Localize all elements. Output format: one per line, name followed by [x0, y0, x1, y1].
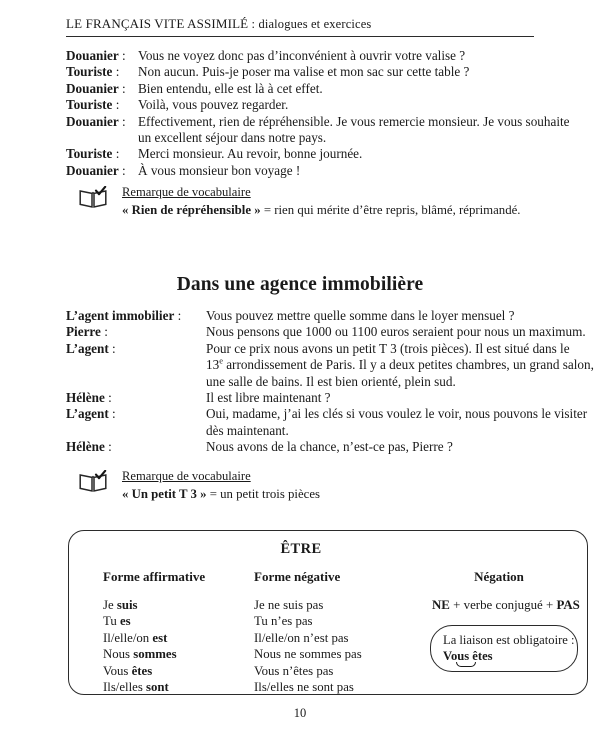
liaison-note-text: La liaison est obligatoire :: [443, 633, 575, 647]
vocabulary-remark-1: [78, 184, 520, 218]
dialogue-line: [66, 64, 600, 80]
header-divider-rule: [66, 36, 534, 37]
dialogue-line: [66, 406, 600, 422]
header-book-title: LE FRANÇAIS VITE ASSIMILÉ: [66, 16, 249, 31]
conjugation-item: Je suis: [103, 598, 138, 612]
remark-title: Remarque de vocabulaire: [122, 185, 251, 199]
speaker-label: Touriste :: [66, 97, 120, 113]
dialogue-continuation: une salle de bains. Il est bien orienté, plein sud.: [206, 373, 456, 389]
column-negation: [424, 569, 589, 672]
conjugation-item: Ils/elles ne sont pas: [254, 680, 354, 695]
conjugation-columns: [69, 569, 589, 695]
negative-list: [254, 597, 424, 695]
speaker-text: Pour ce prix nous avons un petit T 3 (trois pièces). Il est situé dans le: [206, 340, 570, 356]
column-forme-affirmative: [103, 569, 263, 695]
speaker-label: Touriste :: [66, 146, 120, 162]
running-header: [66, 16, 536, 32]
speaker-label: Pierre :: [66, 324, 108, 340]
speaker-label: Touriste :: [66, 64, 120, 80]
dialogue-line: [66, 97, 600, 113]
conjugation-item: Vous êtes: [103, 663, 153, 678]
column-heading: Forme négative: [254, 569, 341, 584]
dialogue-agency: [66, 308, 600, 456]
liaison-example: [443, 648, 567, 664]
remark-title: Remarque de vocabulaire: [122, 469, 251, 483]
dialogue-line: [66, 48, 600, 64]
header-subtitle: : dialogues et exercices: [248, 17, 372, 31]
speaker-label: Hélène :: [66, 390, 112, 406]
dialogue-line: [66, 146, 600, 162]
speaker-label: Hélène :: [66, 439, 112, 455]
speaker-label: Douanier :: [66, 80, 126, 96]
remark-gloss: = rien qui mérite d’être repris, blâmé, réprimandé.: [260, 203, 521, 217]
conjugation-item: Je ne suis pas: [254, 598, 324, 612]
dialogue-line: [66, 390, 600, 406]
speaker-label: Douanier :: [66, 48, 126, 63]
speaker-text: À vous monsieur bon voyage !: [138, 162, 301, 178]
liaison-tie-mark: Vous êtes: [443, 649, 493, 663]
remark-body: [122, 467, 320, 502]
column-heading: Négation: [474, 569, 524, 584]
dialogue-line: [66, 114, 600, 130]
remark-definition: [122, 202, 520, 218]
conjugation-item: Il/elle/on n’est pas: [254, 630, 349, 645]
remark-term: « Un petit T 3 »: [122, 487, 207, 501]
dialogue-line: [66, 324, 600, 340]
conjugation-item: Nous sommes: [103, 647, 177, 662]
speaker-text: Nous pensons que 1000 ou 1100 euros seraient pour nous un maximum.: [206, 324, 586, 340]
dialogue-line: [66, 81, 600, 97]
conjugation-item: Tu es: [103, 614, 131, 629]
dialogue-line: [66, 163, 600, 179]
conjugation-item: Ils/elles sont: [103, 680, 169, 695]
conjugation-title: ÊTRE: [280, 541, 322, 557]
conjugation-item: Il/elle/on est: [103, 630, 168, 645]
liaison-note-box: [430, 625, 578, 672]
dialogue-continuation: dès maintenant.: [206, 422, 289, 438]
conjugation-item: Nous ne sommes pas: [254, 647, 362, 662]
speaker-label: Douanier :: [66, 162, 126, 178]
vocabulary-remark-2: [78, 468, 320, 502]
speaker-text: Bien entendu, elle est là à cet effet.: [138, 80, 323, 96]
section-title: Dans une agence immobilière: [176, 274, 424, 295]
dialogue-line: [66, 439, 600, 455]
remark-definition: [122, 486, 320, 502]
dialogue-line: [66, 308, 600, 324]
affirmative-list: [103, 597, 263, 695]
speaker-text: Nous avons de la chance, n’est-ce pas, Pierre ?: [206, 439, 453, 455]
conjugation-item: Vous n’êtes pas: [254, 663, 334, 678]
page-number: 10: [293, 706, 307, 720]
speaker-label: L’agent :: [66, 340, 116, 356]
book-check-icon: [78, 186, 108, 210]
column-heading: Forme affirmative: [103, 569, 206, 584]
dialogue-line: [66, 341, 600, 357]
speaker-text: Vous ne voyez donc pas d’inconvénient à ouvrir votre valise ?: [138, 48, 466, 63]
column-forme-negative: [254, 569, 424, 695]
dialogue-continuation: 13e arrondissement de Paris. Il y a deux petites chambres, un grand salon,: [206, 356, 594, 373]
remark-gloss: = un petit trois pièces: [206, 487, 320, 501]
negation-rule: NE + verbe conjugué + PAS: [432, 598, 580, 612]
speaker-label: L’agent immobilier :: [66, 308, 182, 323]
speaker-text: Oui, madame, j’ai les clés si vous voulez le voir, nous pouvons le visiter: [206, 406, 588, 422]
book-check-icon: [78, 470, 108, 494]
speaker-text: Voilà, vous pouvez regarder.: [138, 97, 289, 113]
speaker-text: Effectivement, rien de répréhensible. Je vous remercie monsieur. Je vous souhaite: [138, 113, 570, 129]
speaker-label: Douanier :: [66, 113, 126, 129]
speaker-label: L’agent :: [66, 406, 116, 422]
conjugation-box-etre: [68, 530, 588, 695]
header-title-line: [66, 16, 536, 32]
speaker-text: Vous pouvez mettre quelle somme dans le loyer mensuel ?: [206, 308, 515, 323]
speaker-text: Non aucun. Puis-je poser ma valise et mon sac sur cette table ?: [138, 64, 470, 80]
dialogue-customs: [66, 48, 600, 179]
remark-term: « Rien de répréhensible »: [122, 203, 261, 217]
conjugation-item: Tu n’es pas: [254, 614, 313, 629]
speaker-text: Il est libre maintenant ?: [206, 390, 331, 406]
speaker-text: Merci monsieur. Au revoir, bonne journée.: [138, 146, 363, 162]
dialogue-continuation: un excellent séjour dans notre pays.: [138, 130, 327, 146]
remark-body: [122, 183, 520, 218]
